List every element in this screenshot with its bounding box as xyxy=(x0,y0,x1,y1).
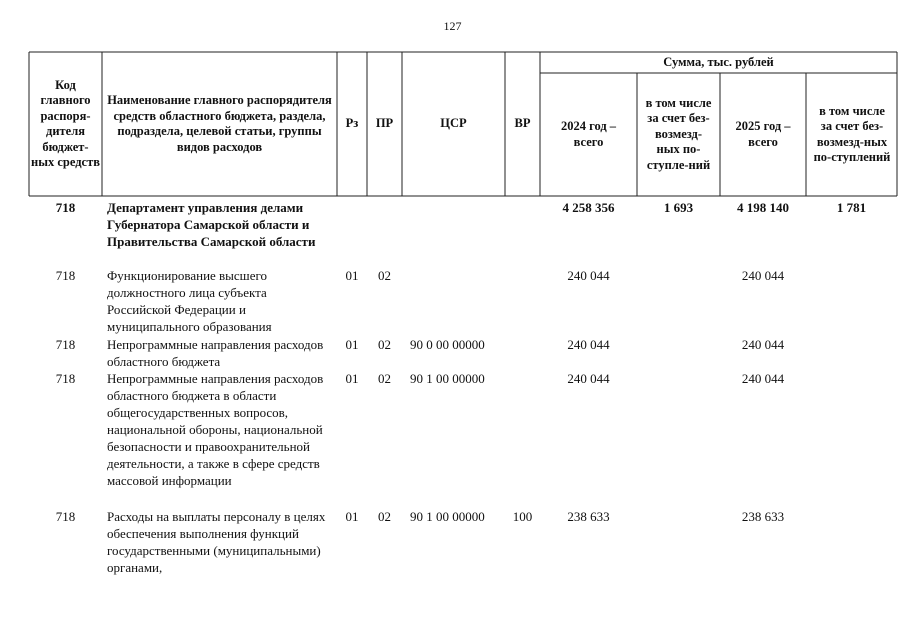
row-code: 718 xyxy=(55,200,76,215)
header-code: Код главного распоря-дителя бюджет-ных средств xyxy=(31,77,100,169)
row-2025-total: 240 044 xyxy=(741,371,785,386)
row-2024-total: 4 258 356 xyxy=(562,200,615,215)
header-pr: ПР xyxy=(375,116,394,131)
row-pr: 02 xyxy=(378,268,391,283)
row-rz: 01 xyxy=(345,371,359,386)
row-name: Функционирование высшего должностного лица субъекта Российской Федерации и муниципального образования xyxy=(107,268,272,334)
row-2024-total: 240 044 xyxy=(567,337,610,352)
row-rz: 01 xyxy=(345,268,359,283)
row-pr: 02 xyxy=(378,509,391,524)
row-2025-total: 238 633 xyxy=(741,509,785,524)
header-2025-free: в том числе за счет без-возмезд-ных по-ступлений xyxy=(813,103,891,164)
row-name: Расходы на выплаты персоналу в целях обеспечения выполнения функций государственными (муниципальными) органами, xyxy=(107,509,326,575)
row-2025-total: 240 044 xyxy=(741,337,785,352)
row-code: 718 xyxy=(55,337,76,352)
row-rz: 01 xyxy=(345,509,359,524)
row-code: 718 xyxy=(55,371,76,386)
row-2025-total: 4 198 140 xyxy=(737,200,789,215)
row-name: Департамент управления делами Губернатора Самарской области и Правительства Самарской области xyxy=(107,200,316,249)
row-rz: 01 xyxy=(345,337,359,352)
page-number: 127 xyxy=(443,19,462,33)
row-code: 718 xyxy=(55,268,76,283)
row-2024-total: 240 044 xyxy=(567,268,610,283)
row-2025-free: 1 781 xyxy=(836,200,867,215)
row-code: 718 xyxy=(55,509,76,524)
row-name: Непрограммные направления расходов областного бюджета xyxy=(107,337,324,369)
header-rz: Рз xyxy=(345,116,359,131)
row-pr: 02 xyxy=(378,337,391,352)
row-2025-total: 240 044 xyxy=(741,268,785,283)
header-sum: Сумма, тыс. рублей xyxy=(663,55,774,70)
header-vr: ВР xyxy=(514,116,531,131)
header-name: Наименование главного распорядителя средств областного бюджета, раздела, подраздела, целевой статьи, группы видов расходов xyxy=(107,93,332,154)
row-vr: 100 xyxy=(512,509,533,524)
row-csr: 90 1 00 00000 xyxy=(410,371,485,386)
header-2024-total: 2024 год – всего xyxy=(560,119,617,149)
row-name: Непрограммные направления расходов областного бюджета в области общегосударственных вопросов, национальной обороны, национальной безопасности и правоохранительной деятельности, а также в сфере средств массовой информации xyxy=(107,371,324,488)
row-pr: 02 xyxy=(378,371,391,386)
row-2024-free: 1 693 xyxy=(663,200,694,215)
header-2024-free: в том числе за счет без-возмезд-ных по-ступле-ний xyxy=(645,95,712,172)
row-csr: 90 1 00 00000 xyxy=(410,509,485,524)
row-csr: 90 0 00 00000 xyxy=(410,337,485,352)
row-2024-total: 240 044 xyxy=(567,371,610,386)
header-csr: ЦСР xyxy=(440,116,467,131)
header-2025-total: 2025 год – всего xyxy=(735,119,791,149)
row-2024-total: 238 633 xyxy=(567,509,610,524)
